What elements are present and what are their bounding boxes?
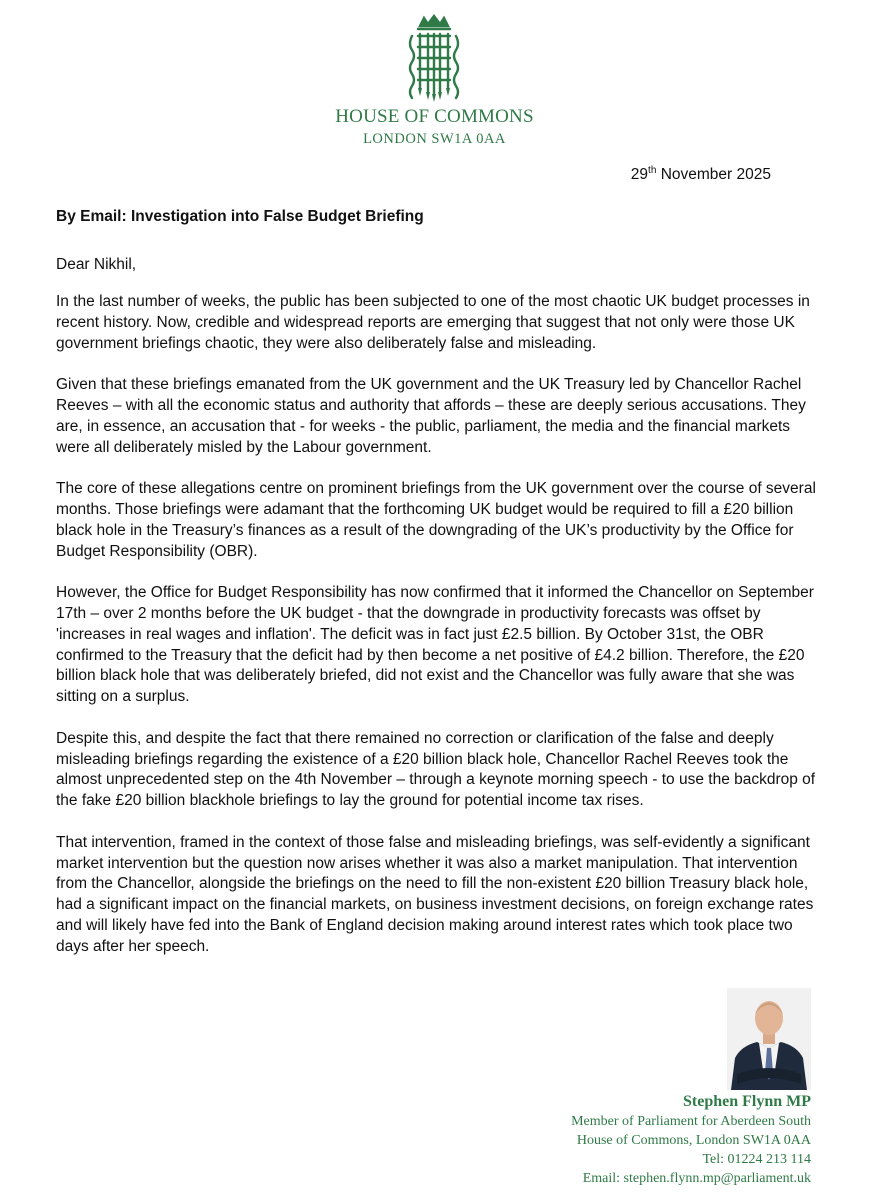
paragraph-2: Given that these briefings emanated from the UK government and the UK Treasury led by Chancellor Rachel Reeves – with all the economic status and authority that affords – these are deeply serious accusations. They are, in essence, an accusation that - for weeks - the public, parliament, the media and the financial markets were all deliberately misled by the Labour government. — [56, 376, 806, 456]
letter-date: 29th November 2025 — [630, 164, 771, 183]
paragraph-1: In the last number of weeks, the public has been subjected to one of the most chaotic UK budget processes in recent history. Now, credible and widespread reports are emerging that suggest that not only were those UK government briefings chaotic, they were also deliberately false and misleading. — [56, 293, 810, 352]
letter-salutation: Dear Nikhil, — [56, 256, 137, 273]
portrait-photo — [727, 988, 811, 1090]
signatory-phone: Tel: 01224 213 114 — [702, 1152, 811, 1167]
paragraph-3: The core of these allegations centre on prominent briefings from the UK government over the course of several months. Those briefings were adamant that the forthcoming UK budget would be required to fill a £20 billion black hole in the Treasury’s finances as a result of the downgrading of the UK’s productivity by the Office for Budget Responsibility (OBR). — [56, 480, 816, 560]
paragraph-5: Despite this, and despite the fact that there remained no correction or clarification of the false and deeply misleading briefings regarding the existence of a £20 billion black hole, Chancellor Rachel Reeves took the almost unprecedented step on the 4th November – through a keynote morning speech - to use the backdrop of the fake £20 billion blackhole briefings to lay the ground for potential income tax rises. — [56, 729, 816, 810]
signatory-address: House of Commons, London SW1A 0AA — [576, 1133, 811, 1148]
letter-body — [56, 292, 816, 978]
portcullis-icon — [398, 14, 470, 102]
signatory-name: Stephen Flynn MP — [682, 1093, 811, 1110]
organization-name: HOUSE OF COMMONS — [335, 106, 534, 127]
organization-address: LONDON SW1A 0AA — [363, 131, 506, 147]
signatory-title: Member of Parliament for Aberdeen South — [571, 1114, 811, 1129]
paragraph-4: However, the Office for Budget Responsibility has now confirmed that it informed the Chancellor on September 17th – over 2 months before the UK budget - that the downgrade in productivity forecasts was offset by 'increases in real wages and inflation'. The deficit was in fact just £2.5 billion. By October 31st, the OBR confirmed to the Treasury that the deficit had by then become a net positive of £4.2 billion. Therefore, the £20 billion black hole that was deliberately briefed, did not exist and the Chancellor was fully aware that she was sitting on a surplus. — [56, 584, 814, 706]
letter-subject: By Email: Investigation into False Budget Briefing — [56, 208, 424, 225]
paragraph-6: That intervention, framed in the context of those false and misleading briefings, was self-evidently a significant market intervention but the question now arises whether it was also a market manipulation. That intervention from the Chancellor, alongside the briefings on the need to fill the non-existent £20 billion Treasury black hole, had a significant impact on the financial markets, on business investment decisions, on foreign exchange rates and will likely have fed into the Bank of England decision making around interest rates which took place two days after her speech. — [56, 833, 814, 955]
signatory-email[interactable]: Email: stephen.flynn.mp@parliament.uk — [582, 1171, 811, 1186]
